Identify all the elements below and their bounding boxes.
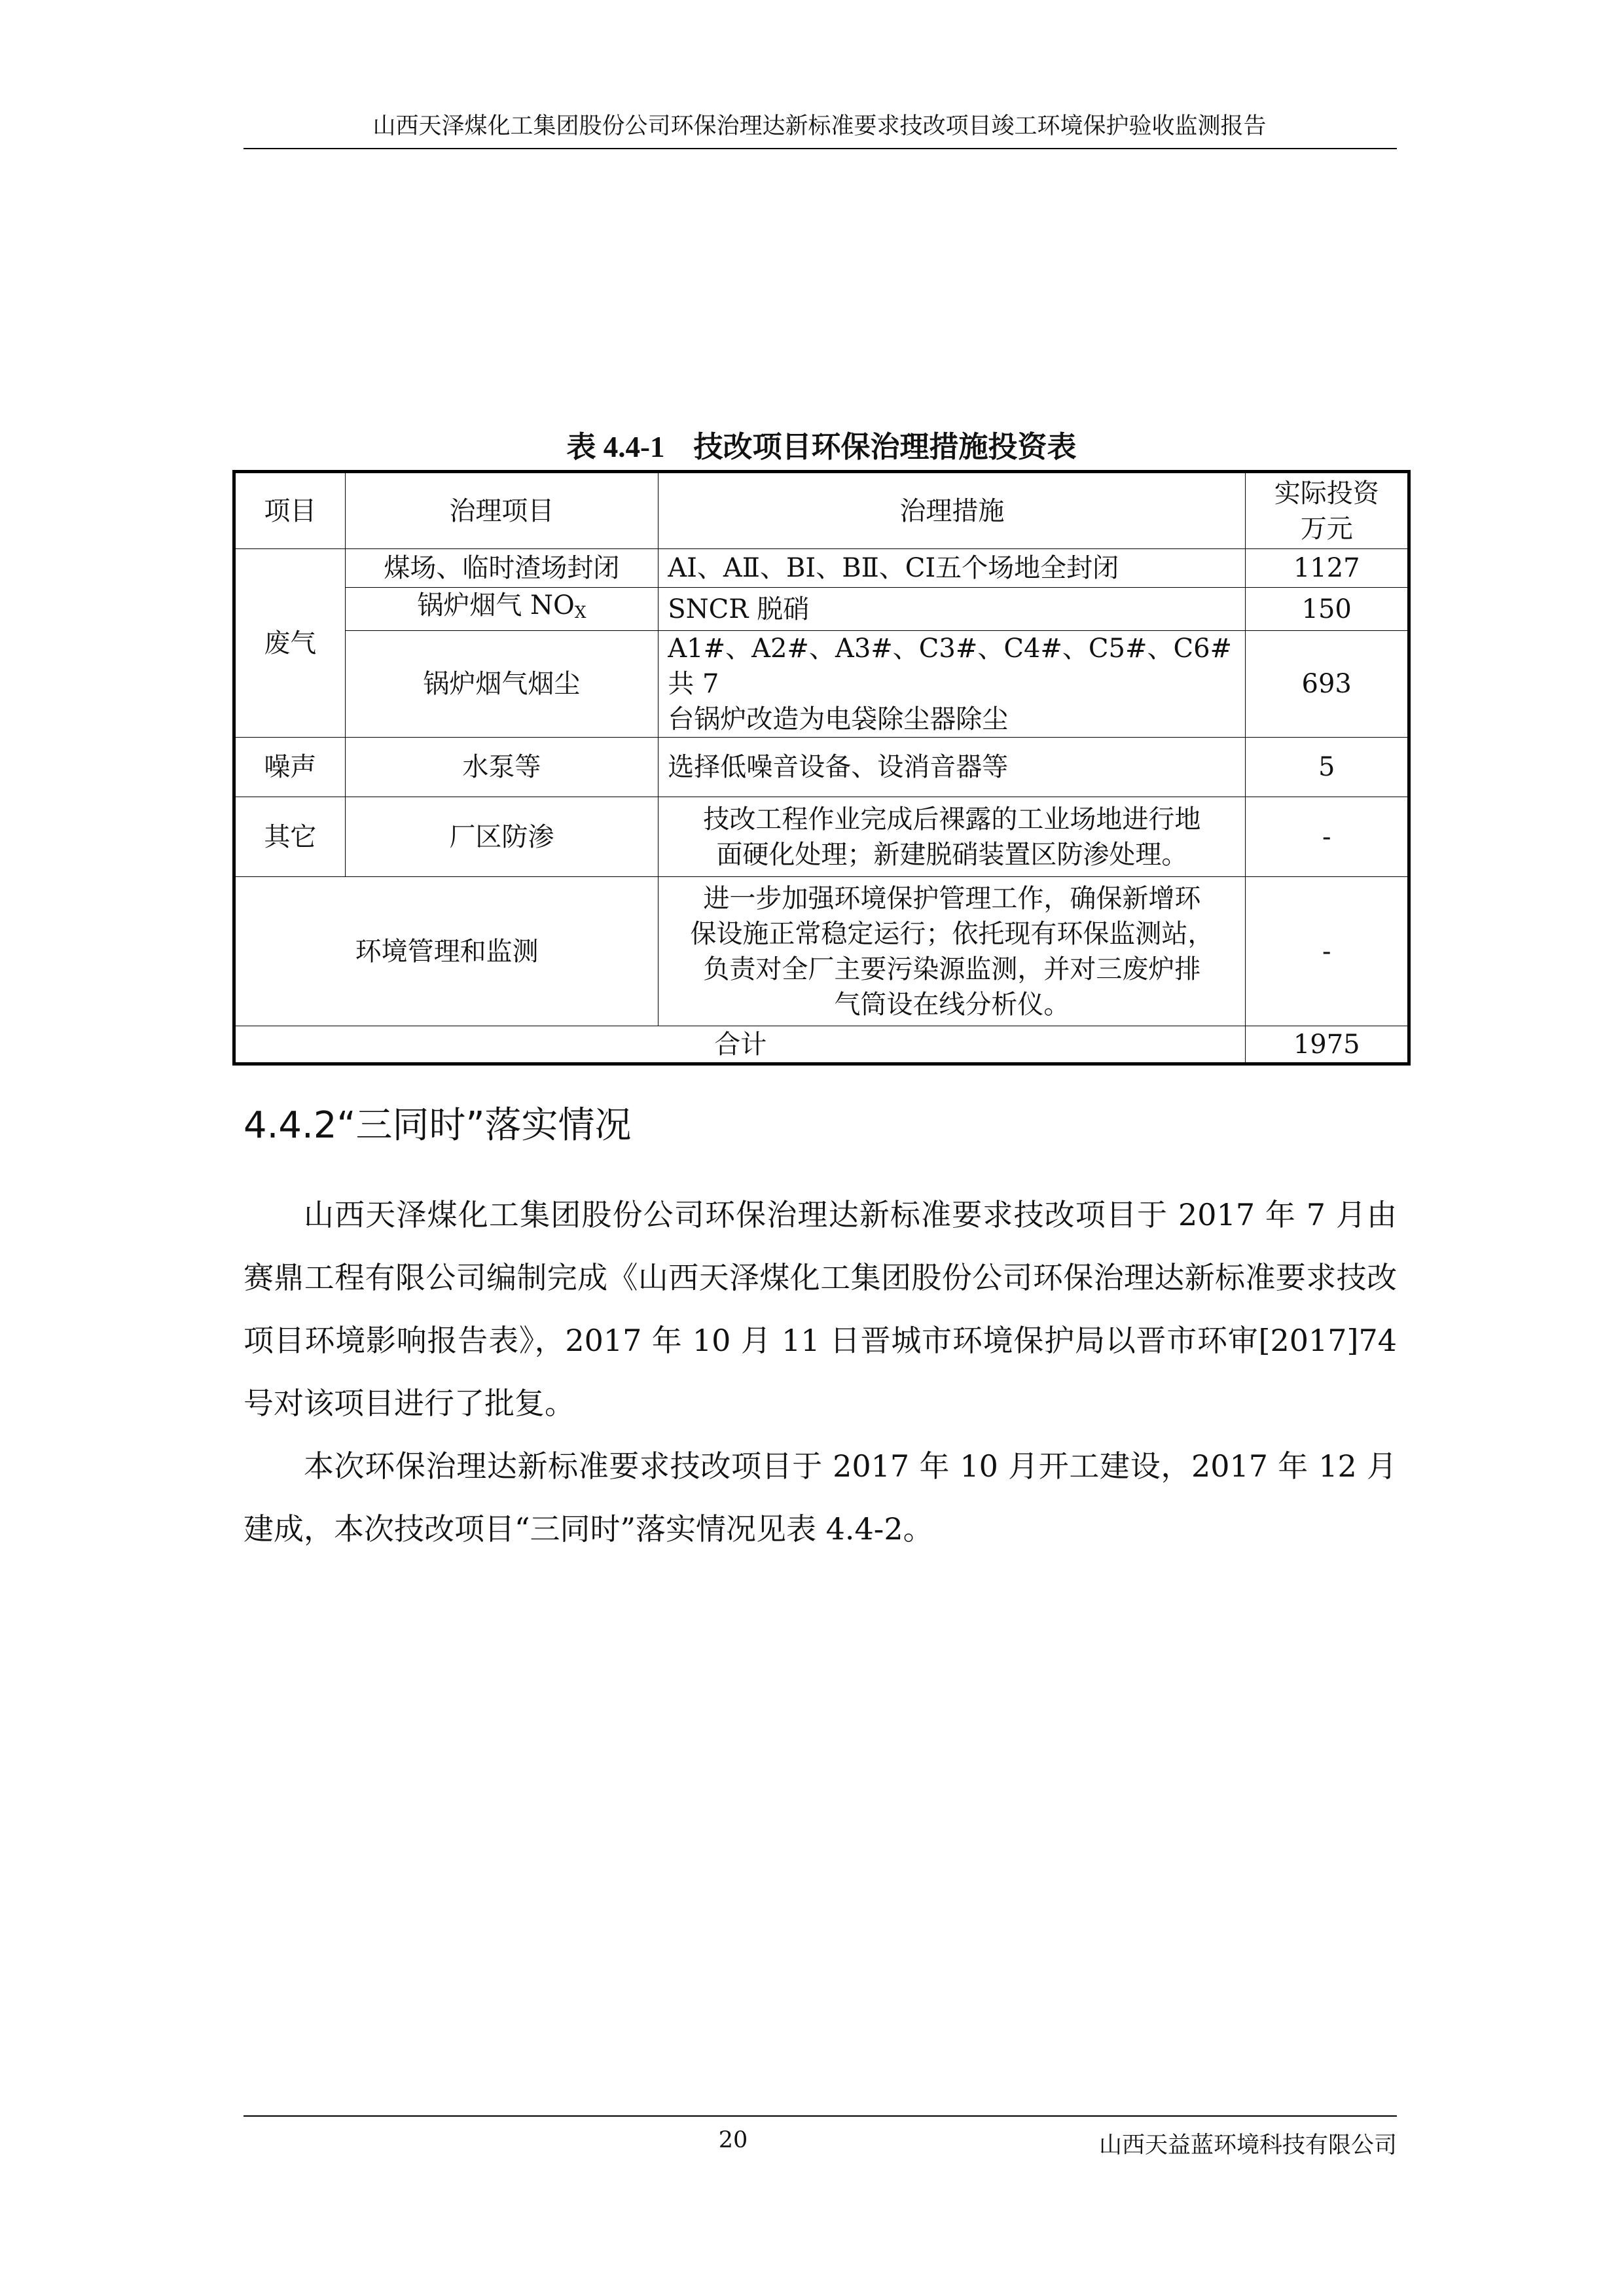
cell-measure-line: A1#、A2#、A3#、C3#、C4#、C5#、C6#共 7: [668, 634, 1233, 700]
cell-measure-line: 技改工程作业完成后裸露的工业场地进行地: [703, 804, 1201, 834]
cell-measure: AⅠ、AⅡ、BⅠ、BⅡ、CⅠ五个场地全封闭: [659, 549, 1246, 588]
cell-measure: [659, 631, 1246, 738]
running-header: 山西天泽煤化工集团股份公司环保治理达新标准要求技改项目竣工环境保护验收监测报告: [372, 113, 1267, 139]
category-noise: 噪声: [234, 738, 346, 797]
cell-target: 水泵等: [345, 738, 659, 797]
paragraph-2: 本次环保治理达新标准要求技改项目于 2017 年 10 月开工建设，2017 年 12 月建成，本次技改项目“三同时”落实情况见表 4.4-2。: [244, 1448, 1397, 1547]
header-invest-line1: 实际投资: [1274, 478, 1379, 509]
section-heading: 4.4.2“三同时”落实情况: [244, 1104, 632, 1147]
cell-value: 150: [1246, 588, 1409, 631]
cell-measure-line: 面硬化处理；新建脱硝装置区防渗处理。: [716, 839, 1188, 870]
table-caption-title: 技改项目环保治理措施投资表: [693, 429, 1077, 464]
table-row: [234, 738, 1409, 797]
header-item: 项目: [234, 472, 346, 549]
cell-measure-line: 负责对全厂主要污染源监测，并对三废炉排: [703, 954, 1201, 984]
header-target: 治理项目: [345, 472, 659, 549]
category-management: 环境管理和监测: [234, 877, 659, 1026]
cell-measure-line: 台锅炉改造为电袋除尘器除尘: [668, 704, 1009, 735]
investment-table: [232, 470, 1411, 1066]
total-value: 1975: [1246, 1026, 1409, 1064]
header-measure: 治理措施: [659, 472, 1246, 549]
category-other: 其它: [234, 797, 346, 877]
header-invest: [1246, 472, 1409, 549]
cell-target: 煤场、临时渣场封闭: [345, 549, 659, 588]
cell-measure-line: 保设施正常稳定运行；依托现有环保监测站，: [690, 918, 1214, 949]
header-invest-line2: 万元: [1300, 513, 1353, 544]
table-row: [234, 549, 1409, 588]
cell-value: 1127: [1246, 549, 1409, 588]
cell-measure: [659, 877, 1246, 1026]
table-caption: [232, 424, 1411, 470]
header-rule: [244, 148, 1397, 149]
cell-target-text: 锅炉烟气 NO: [417, 590, 575, 620]
cell-target: 锅炉烟气烟尘: [345, 631, 659, 738]
cell-value: -: [1246, 797, 1409, 877]
cell-target: [345, 588, 659, 631]
table-caption-number: 表 4.4-1: [566, 431, 665, 463]
cell-target: 厂区防渗: [345, 797, 659, 877]
cell-value: 5: [1246, 738, 1409, 797]
cell-measure: [659, 797, 1246, 877]
page-number: 20: [718, 2127, 748, 2153]
category-gas: 废气: [234, 549, 346, 738]
table-total-row: [234, 1026, 1409, 1064]
cell-measure: SNCR 脱硝: [659, 588, 1246, 631]
table-row: [234, 877, 1409, 1026]
table-row: [234, 631, 1409, 738]
footer-company: 山西天益蓝环境科技有限公司: [1098, 2132, 1397, 2159]
cell-target-subscript: X: [574, 603, 586, 622]
cell-value: -: [1246, 877, 1409, 1026]
cell-measure-line: 进一步加强环境保护管理工作，确保新增环: [703, 883, 1201, 914]
footer-rule: [244, 2115, 1397, 2117]
table-header-row: [234, 472, 1409, 549]
total-label: 合计: [234, 1026, 1246, 1064]
cell-measure: 选择低噪音设备、设消音器等: [659, 738, 1246, 797]
paragraph-1: 山西天泽煤化工集团股份公司环保治理达新标准要求技改项目于 2017 年 7 月由赛鼎工程有限公司编制完成《山西天泽煤化工集团股份公司环保治理达新标准要求技改项目环境影响报告表》，2017 年 10 月 11 日晋城市环境保护局以晋市环审[2017]74 号对该项目进行了批复。: [244, 1197, 1397, 1421]
table-row: [234, 588, 1409, 631]
cell-measure-line: 气筒设在线分析仪。: [834, 989, 1070, 1020]
table-row: [234, 797, 1409, 877]
cell-value: 693: [1246, 631, 1409, 738]
